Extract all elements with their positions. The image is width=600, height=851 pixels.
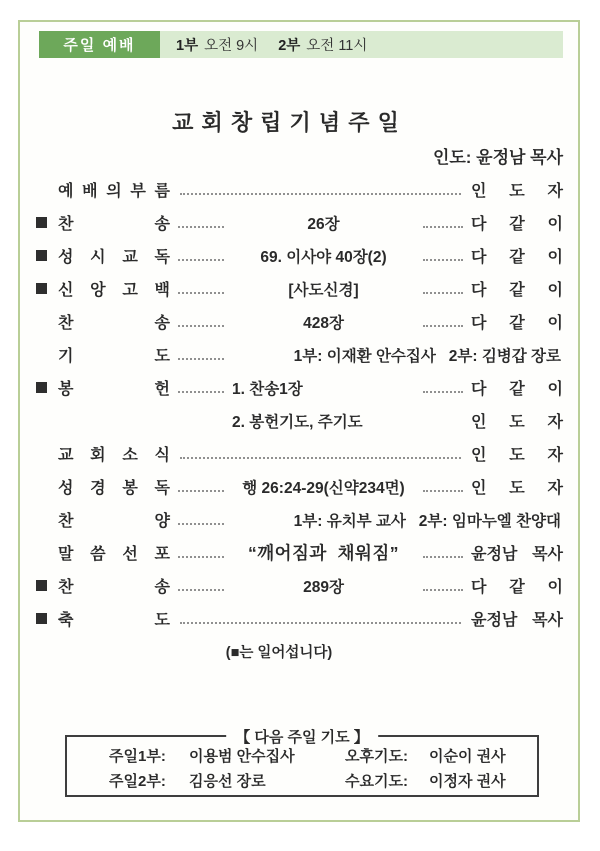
prayer-person: 김응선 장로 xyxy=(189,773,266,790)
order-row-announcements xyxy=(36,437,563,470)
order-performer: 다 같 이 xyxy=(471,381,563,398)
order-row-call-to-worship xyxy=(36,173,563,206)
order-row-scripture-reading xyxy=(36,470,563,503)
order-performer: 인 도 자 xyxy=(471,480,563,497)
order-label: 말 씀 선 포 xyxy=(58,546,170,563)
order-value: 69. 이사야 40장(2) xyxy=(260,248,387,266)
standing-bullet xyxy=(36,514,58,525)
leader-dots xyxy=(423,226,463,228)
standing-bullet xyxy=(36,217,58,228)
order-row-hymn-428 xyxy=(36,305,563,338)
order-value: 26장 xyxy=(307,215,340,233)
order-performer: 윤정남 목사 xyxy=(471,612,563,629)
order-label: 찬 송 xyxy=(58,315,170,332)
order-label: 봉 헌 xyxy=(58,381,170,398)
order-value: 1. 찬송1장 xyxy=(232,380,303,398)
order-performer: 윤정남 목사 xyxy=(471,546,563,563)
leader-dots xyxy=(423,259,463,261)
prayer-person: 이정자 권사 xyxy=(429,773,506,790)
leader-dots xyxy=(180,622,461,624)
leader-dots xyxy=(423,589,463,591)
order-label: 축 도 xyxy=(58,612,170,629)
page-title: 교 회 창 립 기 념 주 일 xyxy=(172,110,400,135)
order-performer: 인 도 자 xyxy=(471,183,563,200)
service-time-1: 오전 9시 xyxy=(204,38,259,54)
order-performer: 다 같 이 xyxy=(471,282,563,299)
standing-bullet xyxy=(36,382,58,393)
worship-order-list xyxy=(36,173,563,635)
prayer-slot-label: 주일1부: xyxy=(109,748,166,765)
standing-bullet xyxy=(36,283,58,294)
order-performer: 인 도 자 xyxy=(471,447,563,464)
order-label: 찬 송 xyxy=(58,216,170,233)
order-performer: 인 도 자 xyxy=(471,414,563,431)
service-header-bar xyxy=(39,31,563,58)
prayer-slot-label: 오후기도: xyxy=(345,748,408,765)
service-part-2: 2부 xyxy=(278,38,301,54)
sermon-title: “깨어짐과 채워짐” xyxy=(247,543,400,563)
order-row-creed xyxy=(36,272,563,305)
leader-dots xyxy=(178,226,224,228)
leader-dots xyxy=(178,325,224,327)
order-label: 찬 송 xyxy=(58,579,170,596)
standing-bullet xyxy=(36,184,58,195)
order-label: 교 회 소 식 xyxy=(58,447,170,464)
bulletin-page xyxy=(18,20,580,822)
leader-dots xyxy=(180,193,461,195)
leader-dots xyxy=(178,391,224,393)
next-sunday-prayer-box xyxy=(65,729,539,797)
order-row-responsive-reading xyxy=(36,239,563,272)
leader-dots xyxy=(178,292,224,294)
standing-bullet xyxy=(36,250,58,261)
order-value: 1부: 유치부 교사 2부: 임마누엘 찬양대 xyxy=(293,512,561,530)
order-row-praise xyxy=(36,503,563,536)
prayer-person: 이순이 권사 xyxy=(429,748,506,765)
order-label: 성 시 교 독 xyxy=(58,249,170,266)
order-row-sermon xyxy=(36,536,563,569)
standing-note: (■는 일어섭니다) xyxy=(225,645,333,661)
service-time-2: 오전 11시 xyxy=(306,38,368,54)
order-row-offering xyxy=(36,371,563,404)
order-performer: 다 같 이 xyxy=(471,315,563,332)
order-row-hymn-26 xyxy=(36,206,563,239)
order-label: 찬 양 xyxy=(58,513,170,530)
leader-dots xyxy=(178,523,224,525)
leader-dots xyxy=(178,358,224,360)
order-label: 예 배 의 부 름 xyxy=(58,183,170,200)
service-part-1: 1부 xyxy=(176,38,199,54)
leader-dots xyxy=(180,457,461,459)
leader-dots xyxy=(423,325,463,327)
order-row-prayer xyxy=(36,338,563,371)
leader-dots xyxy=(423,490,463,492)
order-row-offering-prayer xyxy=(36,404,563,437)
order-value: 2. 봉헌기도, 주기도 xyxy=(232,413,363,431)
order-performer: 다 같 이 xyxy=(471,579,563,596)
prayer-slot-label: 주일2부: xyxy=(109,773,166,790)
order-value: 289장 xyxy=(303,578,344,596)
order-label: 기 도 xyxy=(58,348,170,365)
leader-dots xyxy=(178,556,224,558)
order-label: 신 앙 고 백 xyxy=(58,282,170,299)
standing-bullet xyxy=(36,547,58,558)
standing-bullet xyxy=(36,448,58,459)
prayer-row xyxy=(109,744,537,769)
leader-dots xyxy=(178,490,224,492)
order-value: 428장 xyxy=(303,314,344,332)
order-value: 1부: 이재환 안수집사 2부: 김병갑 장로 xyxy=(293,347,561,365)
order-performer: 다 같 이 xyxy=(471,216,563,233)
prayer-row xyxy=(109,769,537,794)
service-title-badge: 주일 예배 xyxy=(39,31,160,58)
leader-dots xyxy=(178,259,224,261)
standing-bullet xyxy=(36,316,58,327)
service-times xyxy=(160,31,563,58)
leader-dots xyxy=(178,589,224,591)
standing-bullet xyxy=(36,481,58,492)
standing-bullet xyxy=(36,580,58,591)
standing-bullet xyxy=(36,613,58,624)
order-label: 성 경 봉 독 xyxy=(58,480,170,497)
order-value: [사도신경] xyxy=(288,281,359,299)
order-row-benediction xyxy=(36,602,563,635)
leader-dots xyxy=(423,391,463,393)
worship-leader: 인도: 윤정남 목사 xyxy=(432,148,563,167)
order-row-hymn-289 xyxy=(36,569,563,602)
leader-dots xyxy=(423,292,463,294)
prayer-person: 이용범 안수집사 xyxy=(189,748,295,765)
order-performer: 다 같 이 xyxy=(471,249,563,266)
next-sunday-prayer-title: 【 다음 주일 기도 】 xyxy=(226,726,378,747)
order-value: 행 26:24-29(신약234면) xyxy=(242,479,405,497)
leader-dots xyxy=(423,556,463,558)
standing-bullet xyxy=(36,349,58,360)
prayer-slot-label: 수요기도: xyxy=(345,773,408,790)
standing-bullet xyxy=(36,415,58,426)
